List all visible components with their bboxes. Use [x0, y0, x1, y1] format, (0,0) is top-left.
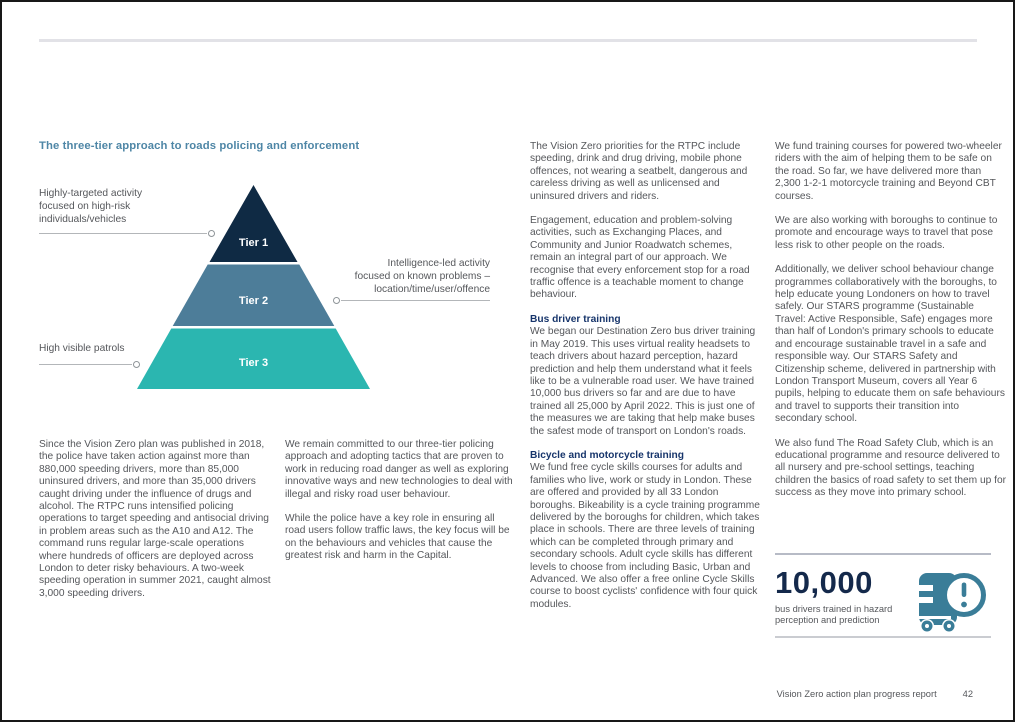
paragraph: The Vision Zero priorities for the RTPC include speeding, drink and drug driving, mobile phone offences, not wearing a seatbelt, dangerous and careless driving as well as unlicensed and uninsured drivers and riders.: [530, 141, 748, 202]
footer-report-title: Vision Zero action plan progress report: [776, 689, 937, 699]
diagram-title: The three-tier approach to roads policing and enforcement: [39, 140, 360, 152]
paragraph: We fund training courses for powered two-wheeler riders with the aim of helping them to be safe on the road. So far, we have delivered more than 2,300 1-2-1 motorcycle training and Beyond CBT courses.: [775, 141, 1002, 202]
tier2-label: Tier 2: [238, 295, 269, 307]
footer-page-number: 42: [962, 689, 973, 699]
top-rule: [39, 39, 977, 42]
paragraph: Additionally, we deliver school behaviour change programmes collaboratively with the boroughs, to help educate young Londoners on how to travel safely. Our STARS programme (Sustainable Travel: Active Responsible, Safe) engages more than half of London's primary schools to educate and encourage sustainable travel in a safe and responsible way. Our STARS Safety and Citizenship scheme, delivered in partnership with London Transport Museum, covers all Year 6 pupils, helping to educate them on safe behaviours and travel to supports their transition into secondary school.: [775, 264, 1005, 425]
pyramid-diagram: [137, 184, 370, 389]
paragraph: Since the Vision Zero plan was published in 2018, the police have taken action against more than 880,000 speeding drivers, more than 85,000 uninsured drivers, and more than 35,000 drivers caught driving under the influence of drugs and alcohol. The RTPC runs intensified policing operations to target speeding and antisocial driving in problem areas such as the A10 and A12. The command runs regular large-scale operations where hundreds of officers are deployed across London to deter risky behaviours. A two-week speeding operation in summer 2021, caught almost 3,000 speeding drivers.: [39, 439, 271, 599]
annotation-tier1-label: Highly-targeted activity focused on high-risk individuals/vehicles: [39, 188, 143, 225]
text-column-3: [530, 141, 762, 623]
tier1-label: Tier 1: [238, 237, 269, 249]
paragraph: We began our Destination Zero bus driver training in May 2019. This uses virtual reality headsets to teach drivers about hazard perception, hazard prediction and help them understand what it feels like to be a vulnerable road user. We have trained 10,000 bus drivers so far and are due to have trained all 25,000 by April 2022. This is just one of the measures we are taking that help make buses the safest mode of transport on London's roads.: [530, 326, 756, 437]
stat-value: 10,000: [775, 565, 873, 600]
section-bus-driver-training: [530, 314, 762, 438]
text-column-2: [285, 439, 517, 575]
paragraph: We also fund The Road Safety Club, which is an educational programme and resource delivered to all nursery and pre-school settings, teaching children the basics of road safety to set them up for success as they move into primary school.: [775, 437, 1007, 499]
annotation-tier2-label: Intelligence-led activity focused on known problems – location/time/user/offence: [354, 258, 490, 295]
paragraph: We fund free cycle skills courses for adults and families who live, work or study in London. These are offered and provided by all 33 London boroughs. Bikeability is a cycle training programme delivered by the boroughs for children, which takes place in schools. There are three levels of training which can be completed through primary and secondary schools. Adult cycle skills has different levels to choose from including Basic, Urban and Advanced. We also offer a free online Cycle Skills course to boost cyclists' confidence with four quick modules.: [530, 462, 760, 610]
tier1-shape: [210, 185, 298, 262]
bus-alert-icon: [911, 569, 991, 639]
tier3-label: Tier 3: [238, 357, 269, 369]
stat-caption: bus drivers trained in hazard perception and prediction: [775, 604, 893, 626]
annotation-tier3-connector: [39, 364, 132, 365]
text-column-1: [39, 439, 271, 612]
paragraph: Engagement, education and problem-solving activities, such as Exchanging Places, and Community and Junior Roadwatch schemes, remain an integral part of our approach. We recognise that every enforcement stop for a road traffic offence is a teachable moment to change behaviour.: [530, 215, 750, 301]
paragraph: We are also working with boroughs to continue to promote and encourage ways to travel that pose less risk to other people on the roads.: [775, 215, 998, 251]
text-column-4: [775, 141, 1007, 512]
annotation-tier3-label: High visible patrols: [39, 343, 125, 354]
section-bicycle-motorcycle-training: [530, 450, 762, 611]
stat-block: [775, 553, 991, 638]
section-heading: Bus driver training: [530, 313, 621, 325]
section-heading: Bicycle and motorcycle training: [530, 449, 684, 461]
paragraph: While the police have a key role in ensuring all road users follow traffic laws, the key focus will be on the behaviours and vehicles that cause the greatest risk and harm in the Capital.: [285, 513, 510, 562]
page-footer: [777, 689, 973, 699]
paragraph: We remain committed to our three-tier policing approach and adopting tactics that are proven to work in reducing road danger as well as exploring innovative ways and new technologies to deal with illegal and risky road user behaviour.: [285, 439, 513, 500]
